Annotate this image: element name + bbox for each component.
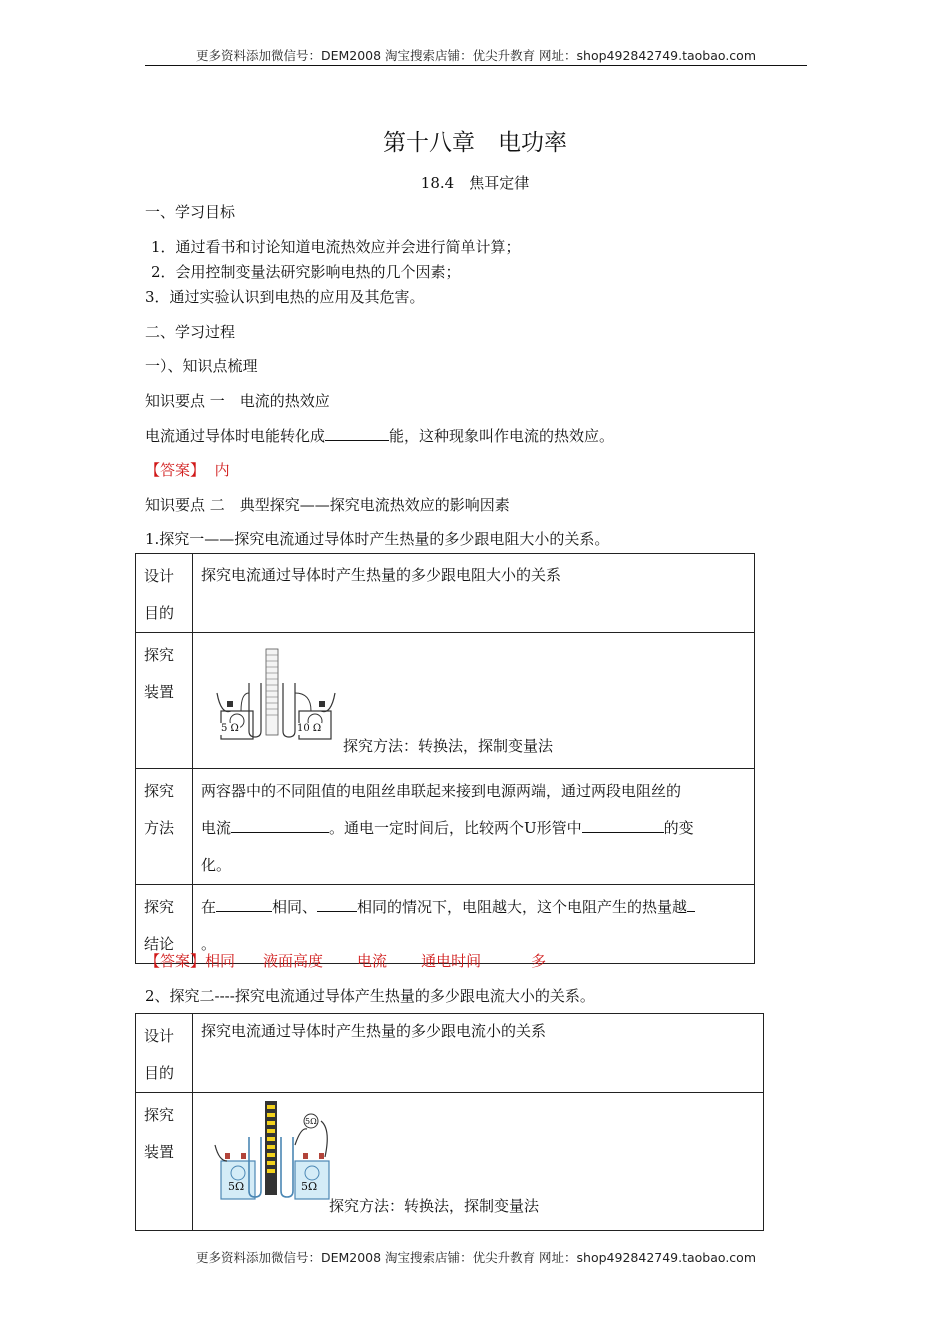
experiment-1-title: 1.探究一——探究电流通过导体时产生热量的多少跟电阻大小的关系。	[145, 530, 610, 548]
fill-blank	[325, 426, 389, 441]
goal-item-2: 2．会用控制变量法研究影响电热的几个因素；	[151, 263, 461, 281]
section-subtitle: 18.4 焦耳定律	[420, 174, 530, 192]
fill-blank	[582, 818, 664, 833]
apparatus-cell	[193, 1093, 764, 1231]
row-label-apparatus: 探究装置	[136, 1093, 193, 1231]
fill-blank	[216, 897, 272, 912]
resistor-label-right: 5Ω	[301, 1180, 318, 1193]
answer-2: 【答案】相同 液面高度 电流 通电时间 多	[145, 952, 547, 970]
answer-value: 内	[214, 461, 230, 479]
fill-blank	[317, 897, 357, 912]
answer-label: 【答案】	[145, 461, 206, 479]
goal-item-3: 3．通过实验认识到电热的应用及其危害。	[145, 288, 425, 306]
page-footer: 更多资料添加微信号：DEM2008 淘宝搜索店铺：优尖升教育 网址：shop492842749.taobao.com	[195, 1250, 757, 1265]
chapter-title: 第十八章 电功率	[383, 130, 567, 156]
row-label-method: 探究方法	[136, 769, 193, 885]
row-label-purpose: 设计目的	[136, 1014, 193, 1093]
row-text-purpose: 探究电流通过导体时产生热量的多少跟电流小的关系	[193, 1014, 764, 1093]
fill-blank	[687, 897, 695, 912]
knowledge-point-1-text	[145, 425, 614, 446]
apparatus-method: 探究方法：转换法，探制变量法	[343, 737, 554, 755]
page-header: 更多资料添加微信号：DEM2008 淘宝搜索店铺：优尖升教育 网址：shop492842749.taobao.com	[195, 48, 757, 63]
goal-item-1: 1．通过看书和讨论知道电流热效应并会进行简单计算；	[151, 238, 521, 256]
experiment-2-title: 2、探究二----探究电流通过导体产生热量的多少跟电流大小的关系。	[145, 987, 595, 1005]
row-text-method: 两容器中的不同阻值的电阻丝串联起来接到电源两端，通过两段电阻丝的 电流 。通电一定时间后，比较两个U形管中 的变 化。	[193, 769, 755, 885]
section-heading-goals: 一、学习目标	[145, 203, 236, 221]
row-text-purpose: 探究电流通过导体时产生热量的多少跟电阻大小的关系	[193, 554, 755, 633]
answer-label: 【答案】	[145, 952, 206, 970]
answer-1	[145, 459, 230, 480]
resistor-label-left: 5Ω	[228, 1180, 245, 1193]
row-label-apparatus: 探究装置	[136, 633, 193, 769]
section-heading-process: 二、学习过程	[145, 323, 236, 341]
row-label-purpose: 设计目的	[136, 554, 193, 633]
knowledge-point-1: 知识要点 一 电流的热效应	[145, 392, 330, 410]
row-label-conclusion: 探究结论	[136, 885, 193, 964]
resistor-label-right: 10 Ω	[297, 723, 322, 734]
header-divider	[145, 65, 807, 66]
apparatus-cell	[193, 633, 755, 769]
fill-blank	[231, 818, 329, 833]
knowledge-point-2: 知识要点 二 典型探究——探究电流热效应的影响因素	[145, 496, 510, 514]
resistor-label-top: 5Ω	[305, 1117, 317, 1126]
kp1-text-a: 电流通过导体时电能转化成	[145, 427, 326, 445]
kp1-text-b: 能，这种现象叫作电流的热效应。	[389, 427, 615, 445]
apparatus-method: 探究方法：转换法，探制变量法	[329, 1197, 540, 1215]
resistor-label-left: 5 Ω	[221, 723, 239, 734]
experiment-1-table	[135, 553, 755, 964]
row-text-conclusion: 在 相同、 相同的情况下，电阻越大，这个电阻产生的热量越 。	[193, 885, 755, 964]
experiment-2-table	[135, 1013, 764, 1231]
subsection-heading: 一）、知识点梳理	[145, 357, 258, 375]
